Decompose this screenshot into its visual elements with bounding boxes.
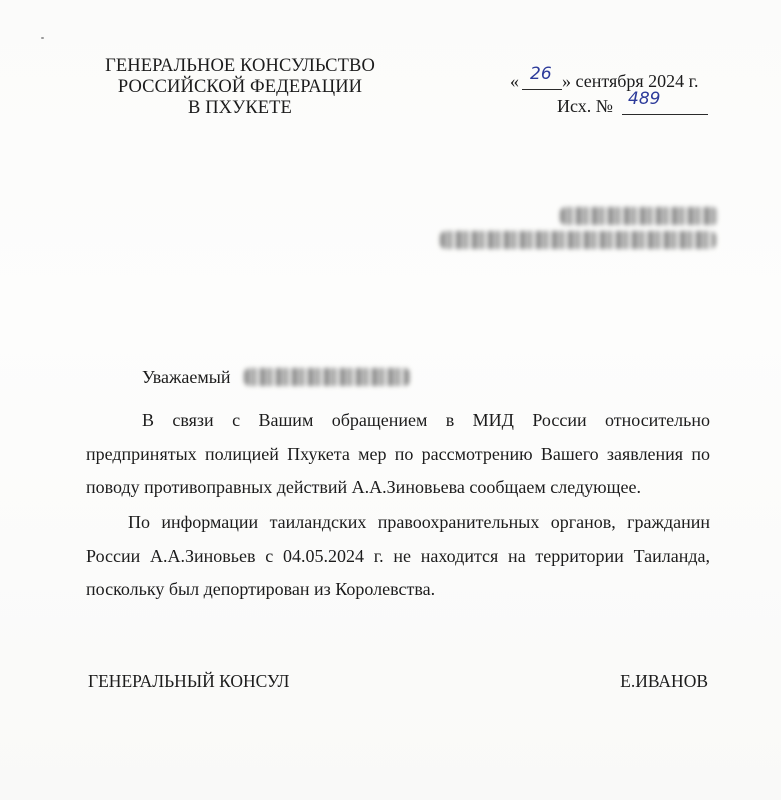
- outgoing-number-line: [500, 89, 720, 116]
- scan-speck: [41, 37, 44, 39]
- outgoing-number-label: Исх. №: [557, 96, 613, 116]
- date-open-quote: «: [510, 71, 519, 91]
- redacted-recipient-name: [244, 368, 410, 386]
- paragraph-1: В связи с Вашим обращением в МИД России относительно предпринятых полицией Пхукета мер по рассмотрению Вашего заявления по поводу противоправных действий А.А.Зиновьева сообщаем следующее.: [86, 410, 710, 497]
- org-line-2: РОССИЙСКОЙ ФЕДЕРАЦИИ: [117, 77, 363, 97]
- salutation: Уважаемый: [142, 367, 231, 387]
- outgoing-number-handwritten: 489: [628, 89, 661, 109]
- date-and-reference: [500, 64, 720, 116]
- date-month-year: » сентября 2024 г.: [562, 71, 699, 91]
- redacted-recipient-line-2: [440, 231, 716, 249]
- signatory-title: ГЕНЕРАЛЬНЫЙ КОНСУЛ: [88, 671, 290, 691]
- date-line: [500, 64, 720, 93]
- sender-organization: [70, 56, 410, 119]
- paragraph-2: По информации таиландских правоохранительных органов, гражданин России А.А.Зиновьев с 04.05.2024 г. не находится на территории Таиланда, поскольку был депортирован из Королевства.: [86, 512, 710, 599]
- date-day-handwritten: 26: [530, 64, 552, 84]
- redacted-recipient-line-1: [560, 207, 718, 225]
- signatory-name: Е.ИВАНОВ: [620, 671, 708, 691]
- org-line-1: ГЕНЕРАЛЬНОЕ КОНСУЛЬСТВО: [105, 56, 375, 76]
- org-line-3: В ПХУКЕТЕ: [188, 98, 292, 118]
